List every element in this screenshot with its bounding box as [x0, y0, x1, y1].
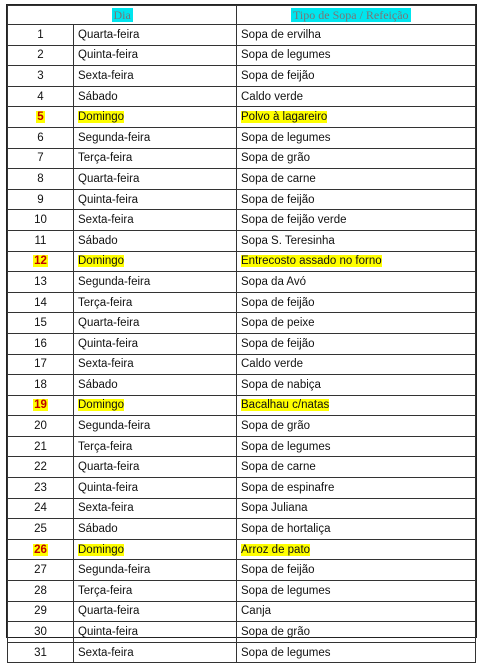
day-number: 16	[34, 337, 47, 350]
weekday-name: Sábado	[78, 378, 118, 391]
day-number-cell	[8, 86, 74, 107]
weekday-cell	[74, 519, 237, 540]
meal-name: Bacalhau c/natas	[241, 399, 330, 412]
day-number-cell	[8, 395, 74, 416]
weekday-name: Terça-feira	[78, 296, 133, 309]
day-number-cell	[8, 127, 74, 148]
meal-cell	[237, 169, 476, 190]
meal-cell	[237, 622, 476, 643]
table-row	[8, 272, 476, 293]
table-row	[8, 148, 476, 169]
day-number: 29	[34, 605, 47, 618]
weekday-cell	[74, 272, 237, 293]
meal-name: Sopa de feijão	[241, 296, 315, 309]
weekday-name: Quinta-feira	[78, 626, 139, 639]
table-row	[8, 478, 476, 499]
day-number: 21	[34, 440, 47, 453]
weekday-cell	[74, 560, 237, 581]
meal-cell	[237, 272, 476, 293]
weekday-cell	[74, 251, 237, 272]
weekday-name: Sábado	[78, 234, 118, 247]
day-number: 26	[34, 543, 47, 556]
day-number: 14	[34, 296, 47, 309]
meal-name: Sopa de carne	[241, 172, 316, 185]
meal-cell	[237, 560, 476, 581]
meal-name: Sopa de carne	[241, 461, 316, 474]
day-number-cell	[8, 622, 74, 643]
table-row	[8, 457, 476, 478]
weekday-cell	[74, 107, 237, 128]
day-number: 3	[37, 69, 44, 82]
day-number: 24	[34, 502, 47, 515]
meal-cell	[237, 251, 476, 272]
day-number-cell	[8, 642, 74, 663]
weekday-cell	[74, 313, 237, 334]
menu-sheet	[6, 4, 477, 659]
meal-name: Sopa Juliana	[241, 502, 308, 515]
table-row	[8, 375, 476, 396]
day-number-cell	[8, 539, 74, 560]
weekday-name: Sexta-feira	[78, 646, 134, 659]
table-body	[8, 25, 476, 663]
meal-cell	[237, 45, 476, 66]
day-number: 31	[34, 646, 47, 659]
day-number: 23	[34, 481, 47, 494]
weekday-name: Quarta-feira	[78, 317, 140, 330]
day-number: 27	[34, 564, 47, 577]
weekday-name: Segunda-feira	[78, 420, 151, 433]
weekday-cell	[74, 189, 237, 210]
weekday-name: Terça-feira	[78, 152, 133, 165]
table-row	[8, 86, 476, 107]
day-number-cell	[8, 333, 74, 354]
meal-name: Sopa de grão	[241, 152, 311, 165]
weekday-cell	[74, 581, 237, 602]
meal-name: Sopa de feijão	[241, 69, 315, 82]
day-number-cell	[8, 457, 74, 478]
meal-cell	[237, 416, 476, 437]
meal-name: Sopa de legumes	[241, 440, 331, 453]
day-number: 5	[37, 111, 44, 124]
meal-name: Sopa de legumes	[241, 131, 331, 144]
day-number-cell	[8, 375, 74, 396]
meal-cell	[237, 210, 476, 231]
weekday-cell	[74, 478, 237, 499]
meal-cell	[237, 375, 476, 396]
day-number: 13	[34, 275, 47, 288]
table-row	[8, 354, 476, 375]
meal-cell	[237, 601, 476, 622]
day-number-cell	[8, 601, 74, 622]
day-number: 18	[34, 378, 47, 391]
meal-cell	[237, 478, 476, 499]
meal-cell	[237, 457, 476, 478]
day-number: 4	[37, 90, 44, 103]
weekday-cell	[74, 601, 237, 622]
weekday-name: Segunda-feira	[78, 564, 151, 577]
meal-name: Sopa de legumes	[241, 584, 331, 597]
meal-cell	[237, 333, 476, 354]
meal-name: Sopa de legumes	[241, 646, 331, 659]
meal-cell	[237, 354, 476, 375]
weekday-cell	[74, 25, 237, 46]
weekday-name: Quarta-feira	[78, 605, 140, 618]
day-number: 10	[34, 214, 47, 227]
weekday-cell	[74, 622, 237, 643]
meal-cell	[237, 107, 476, 128]
day-number-cell	[8, 230, 74, 251]
day-number-cell	[8, 107, 74, 128]
day-number: 2	[37, 49, 44, 62]
table-row	[8, 127, 476, 148]
weekday-cell	[74, 436, 237, 457]
table-row	[8, 498, 476, 519]
day-number-cell	[8, 478, 74, 499]
weekday-name: Sexta-feira	[78, 358, 134, 371]
meal-cell	[237, 66, 476, 87]
weekday-name: Sexta-feira	[78, 502, 134, 515]
table-row	[8, 333, 476, 354]
weekday-name: Sexta-feira	[78, 214, 134, 227]
weekday-name: Quinta-feira	[78, 337, 139, 350]
weekday-name: Quinta-feira	[78, 481, 139, 494]
day-number: 15	[34, 317, 47, 330]
table-row	[8, 601, 476, 622]
day-number-cell	[8, 292, 74, 313]
weekday-cell	[74, 292, 237, 313]
meal-name: Sopa de hortaliça	[241, 523, 331, 536]
day-number-cell	[8, 45, 74, 66]
meal-name: Sopa de feijão	[241, 337, 315, 350]
day-number-cell	[8, 148, 74, 169]
day-number-cell	[8, 498, 74, 519]
meal-name: Sopa de grão	[241, 626, 311, 639]
meal-name: Caldo verde	[241, 358, 304, 371]
meal-cell	[237, 292, 476, 313]
weekday-name: Domingo	[78, 399, 125, 412]
day-number-cell	[8, 313, 74, 334]
day-number: 22	[34, 461, 47, 474]
table-row	[8, 560, 476, 581]
weekday-cell	[74, 230, 237, 251]
weekday-cell	[74, 333, 237, 354]
meal-cell	[237, 127, 476, 148]
meal-cell	[237, 148, 476, 169]
meal-name: Sopa de nabiça	[241, 378, 321, 391]
meal-name: Sopa de ervilha	[241, 28, 321, 41]
weekday-cell	[74, 395, 237, 416]
weekday-cell	[74, 86, 237, 107]
day-number: 1	[37, 28, 44, 41]
meal-name: Entrecosto assado no forno	[241, 255, 382, 268]
header-meal-cell	[237, 6, 476, 25]
meal-cell	[237, 581, 476, 602]
table-row-sunday	[8, 539, 476, 560]
day-number-cell	[8, 272, 74, 293]
weekday-cell	[74, 45, 237, 66]
weekday-cell	[74, 498, 237, 519]
meal-cell	[237, 519, 476, 540]
day-number-cell	[8, 416, 74, 437]
header-row	[8, 6, 476, 25]
table-row-sunday	[8, 395, 476, 416]
table-row	[8, 210, 476, 231]
header-day-label: Dia	[113, 8, 131, 22]
weekday-cell	[74, 148, 237, 169]
meal-cell	[237, 642, 476, 663]
day-number: 7	[37, 152, 44, 165]
day-number-cell	[8, 436, 74, 457]
table-row-sunday	[8, 251, 476, 272]
weekday-name: Quarta-feira	[78, 28, 140, 41]
day-number: 30	[34, 626, 47, 639]
day-number-cell	[8, 560, 74, 581]
day-number-cell	[8, 169, 74, 190]
weekday-name: Quarta-feira	[78, 172, 140, 185]
meal-name: Sopa de espinafre	[241, 481, 335, 494]
day-number: 6	[37, 131, 44, 144]
table-header	[8, 6, 476, 25]
table-row	[8, 436, 476, 457]
header-day-cell	[74, 6, 237, 25]
weekday-name: Domingo	[78, 543, 125, 556]
table-row	[8, 313, 476, 334]
header-meal-label: Tipo de Sopa / Refeição	[293, 8, 409, 22]
weekday-cell	[74, 375, 237, 396]
weekday-name: Quarta-feira	[78, 461, 140, 474]
table-row	[8, 45, 476, 66]
meal-name: Sopa da Avó	[241, 275, 307, 288]
meal-name: Sopa S. Teresinha	[241, 234, 335, 247]
day-number: 25	[34, 523, 47, 536]
meal-cell	[237, 539, 476, 560]
meal-name: Sopa de feijão	[241, 564, 315, 577]
table-row	[8, 622, 476, 643]
meal-name: Arroz de pato	[241, 543, 311, 556]
meal-cell	[237, 313, 476, 334]
day-number-cell	[8, 25, 74, 46]
weekday-name: Domingo	[78, 255, 125, 268]
weekday-name: Sexta-feira	[78, 69, 134, 82]
weekday-cell	[74, 210, 237, 231]
meal-name: Polvo à lagareiro	[241, 111, 328, 124]
day-number-cell	[8, 66, 74, 87]
meal-name: Sopa de grão	[241, 420, 311, 433]
table-row	[8, 519, 476, 540]
meal-name: Canja	[241, 605, 272, 618]
day-number: 17	[34, 358, 47, 371]
header-number-cell	[8, 6, 74, 25]
weekday-cell	[74, 416, 237, 437]
table-row	[8, 230, 476, 251]
day-number-cell	[8, 519, 74, 540]
weekday-cell	[74, 539, 237, 560]
table-row-sunday	[8, 107, 476, 128]
day-number: 12	[34, 255, 47, 268]
weekday-cell	[74, 127, 237, 148]
meal-cell	[237, 230, 476, 251]
weekday-cell	[74, 642, 237, 663]
day-number-cell	[8, 251, 74, 272]
weekday-name: Sábado	[78, 90, 118, 103]
weekday-name: Segunda-feira	[78, 131, 151, 144]
day-number-cell	[8, 354, 74, 375]
meal-name: Sopa de feijão verde	[241, 214, 347, 227]
day-number-cell	[8, 581, 74, 602]
weekday-name: Terça-feira	[78, 584, 133, 597]
table-row	[8, 581, 476, 602]
table-row	[8, 189, 476, 210]
table-row	[8, 416, 476, 437]
weekday-cell	[74, 66, 237, 87]
day-number: 20	[34, 420, 47, 433]
day-number-cell	[8, 189, 74, 210]
meal-name: Sopa de feijão	[241, 193, 315, 206]
weekday-cell	[74, 354, 237, 375]
table-row	[8, 66, 476, 87]
meal-cell	[237, 498, 476, 519]
soup-menu-table	[7, 5, 476, 663]
day-number: 19	[34, 399, 47, 412]
meal-cell	[237, 395, 476, 416]
meal-cell	[237, 25, 476, 46]
weekday-cell	[74, 457, 237, 478]
weekday-name: Quinta-feira	[78, 49, 139, 62]
meal-cell	[237, 436, 476, 457]
day-number: 11	[34, 234, 47, 247]
weekday-name: Quinta-feira	[78, 193, 139, 206]
table-row	[8, 292, 476, 313]
weekday-name: Domingo	[78, 111, 125, 124]
table-row	[8, 642, 476, 663]
table-row	[8, 169, 476, 190]
weekday-name: Terça-feira	[78, 440, 133, 453]
weekday-cell	[74, 169, 237, 190]
meal-cell	[237, 189, 476, 210]
meal-cell	[237, 86, 476, 107]
weekday-name: Segunda-feira	[78, 275, 151, 288]
meal-name: Sopa de peixe	[241, 317, 315, 330]
day-number-cell	[8, 210, 74, 231]
day-number: 8	[37, 172, 44, 185]
meal-name: Caldo verde	[241, 90, 304, 103]
day-number: 28	[34, 584, 47, 597]
table-row	[8, 25, 476, 46]
meal-name: Sopa de legumes	[241, 49, 331, 62]
weekday-name: Sábado	[78, 523, 118, 536]
day-number: 9	[37, 193, 44, 206]
